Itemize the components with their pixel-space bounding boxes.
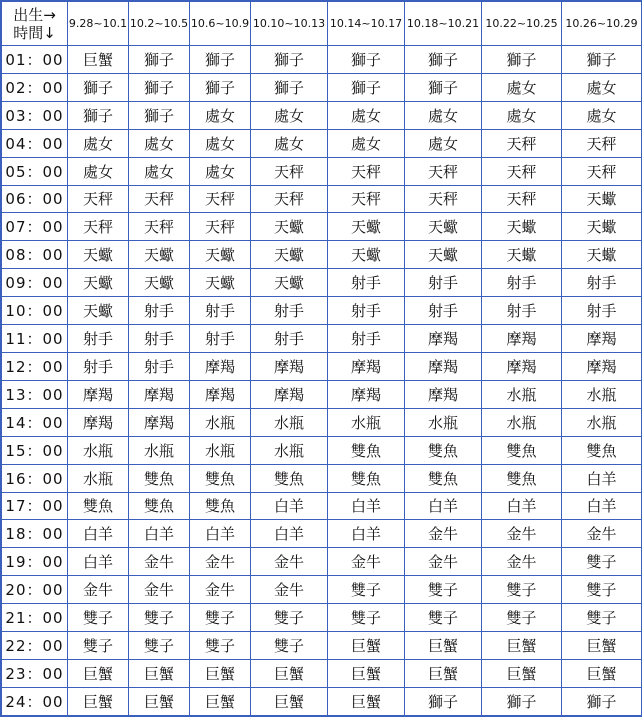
- ascendant-sign-cell: 巨蟹: [68, 659, 129, 687]
- table-row: [2, 73, 642, 101]
- date-range-header: 10.18~10.21: [405, 2, 482, 46]
- ascendant-sign-cell: 巨蟹: [405, 659, 482, 687]
- ascendant-sign-cell: 金牛: [405, 520, 482, 548]
- ascendant-sign-cell: 摩羯: [68, 380, 129, 408]
- birth-time-cell: 23：00: [2, 659, 68, 687]
- ascendant-sign-cell: 處女: [68, 157, 129, 185]
- ascendant-sign-cell: 巨蟹: [129, 687, 190, 715]
- ascendant-sign-cell: 天秤: [482, 129, 562, 157]
- ascendant-sign-cell: 巨蟹: [190, 659, 251, 687]
- ascendant-sign-cell: 天蠍: [68, 241, 129, 269]
- ascendant-sign-cell: 雙子: [328, 576, 405, 604]
- ascendant-sign-cell: 獅子: [129, 46, 190, 74]
- ascendant-sign-cell: 水瓶: [328, 408, 405, 436]
- table-row: [2, 185, 642, 213]
- ascendant-sign-cell: 金牛: [129, 548, 190, 576]
- ascendant-sign-cell: 雙子: [405, 604, 482, 632]
- ascendant-sign-cell: 金牛: [129, 576, 190, 604]
- ascendant-sign-cell: 天蠍: [68, 297, 129, 325]
- ascendant-sign-cell: 射手: [129, 325, 190, 353]
- ascendant-sign-cell: 射手: [190, 297, 251, 325]
- ascendant-sign-cell: 金牛: [482, 520, 562, 548]
- ascendant-sign-cell: 處女: [190, 157, 251, 185]
- ascendant-sign-cell: 摩羯: [190, 352, 251, 380]
- ascendant-sign-cell: 巨蟹: [328, 632, 405, 660]
- ascendant-sign-cell: 巨蟹: [129, 659, 190, 687]
- ascendant-sign-cell: 摩羯: [482, 352, 562, 380]
- ascendant-sign-cell: 天秤: [190, 213, 251, 241]
- ascendant-sign-cell: 水瓶: [482, 408, 562, 436]
- ascendant-sign-cell: 雙魚: [328, 464, 405, 492]
- ascendant-sign-cell: 天秤: [68, 213, 129, 241]
- ascendant-sign-cell: 水瓶: [562, 408, 642, 436]
- table-row: [2, 492, 642, 520]
- ascendant-sign-cell: 摩羯: [562, 325, 642, 353]
- ascendant-sign-cell: 雙子: [562, 576, 642, 604]
- ascendant-sign-cell: 白羊: [129, 520, 190, 548]
- birth-time-cell: 09：00: [2, 269, 68, 297]
- ascendant-sign-cell: 天蠍: [482, 241, 562, 269]
- date-range-header: 10.26~10.29: [562, 2, 642, 46]
- ascendant-sign-cell: 巨蟹: [251, 687, 328, 715]
- ascendant-sign-cell: 處女: [482, 73, 562, 101]
- ascendant-sign-cell: 處女: [190, 129, 251, 157]
- corner-birth-label: 出生→: [13, 5, 56, 24]
- ascendant-sign-cell: 雙子: [129, 604, 190, 632]
- ascendant-sign-cell: 金牛: [190, 548, 251, 576]
- date-range-header: 10.22~10.25: [482, 2, 562, 46]
- ascendant-sign-cell: 射手: [251, 325, 328, 353]
- ascendant-sign-cell: 雙魚: [190, 464, 251, 492]
- ascendant-sign-cell: 摩羯: [405, 380, 482, 408]
- date-range-header: 10.2~10.5: [129, 2, 190, 46]
- date-range-header: 10.10~10.13: [251, 2, 328, 46]
- table-row: [2, 632, 642, 660]
- ascendant-sign-cell: 處女: [405, 129, 482, 157]
- ascendant-sign-cell: 摩羯: [251, 352, 328, 380]
- ascendant-sign-cell: 天秤: [190, 185, 251, 213]
- ascendant-sign-cell: 水瓶: [68, 436, 129, 464]
- ascendant-sign-cell: 水瓶: [562, 380, 642, 408]
- ascendant-sign-cell: 白羊: [251, 520, 328, 548]
- ascendant-sign-cell: 天秤: [68, 185, 129, 213]
- ascendant-sign-cell: 雙子: [562, 548, 642, 576]
- ascendant-sign-cell: 巨蟹: [328, 659, 405, 687]
- birth-time-cell: 04：00: [2, 129, 68, 157]
- ascendant-sign-cell: 巨蟹: [68, 687, 129, 715]
- corner-header: [2, 2, 68, 46]
- ascendant-sign-cell: 摩羯: [405, 352, 482, 380]
- table-row: [2, 548, 642, 576]
- ascendant-sign-cell: 金牛: [328, 548, 405, 576]
- ascendant-sign-cell: 雙魚: [129, 464, 190, 492]
- ascendant-sign-cell: 天秤: [251, 185, 328, 213]
- birth-time-cell: 12：00: [2, 352, 68, 380]
- birth-time-cell: 11：00: [2, 325, 68, 353]
- ascendant-sign-cell: 處女: [129, 129, 190, 157]
- ascendant-sign-cell: 雙子: [68, 604, 129, 632]
- ascendant-sign-cell: 雙子: [68, 632, 129, 660]
- ascendant-sign-cell: 雙魚: [328, 436, 405, 464]
- date-range-header: 10.14~10.17: [328, 2, 405, 46]
- ascendant-sign-cell: 雙子: [328, 604, 405, 632]
- table-row: [2, 604, 642, 632]
- ascendant-sign-cell: 天蠍: [562, 241, 642, 269]
- ascendant-sign-cell: 雙子: [190, 632, 251, 660]
- ascendant-sign-cell: 天秤: [562, 129, 642, 157]
- ascendant-sign-cell: 處女: [190, 101, 251, 129]
- ascendant-sign-cell: 獅子: [251, 46, 328, 74]
- ascendant-sign-cell: 天秤: [405, 185, 482, 213]
- birth-time-cell: 17：00: [2, 492, 68, 520]
- ascendant-sign-cell: 天蠍: [405, 241, 482, 269]
- ascendant-sign-cell: 摩羯: [328, 380, 405, 408]
- ascendant-sign-cell: 雙子: [482, 604, 562, 632]
- birth-time-cell: 08：00: [2, 241, 68, 269]
- table-row: [2, 325, 642, 353]
- ascendant-sign-cell: 金牛: [405, 548, 482, 576]
- ascendant-sign-cell: 水瓶: [405, 408, 482, 436]
- ascendant-sign-cell: 獅子: [405, 73, 482, 101]
- ascendant-sign-cell: 雙魚: [405, 436, 482, 464]
- ascendant-sign-cell: 獅子: [190, 73, 251, 101]
- ascendant-sign-cell: 獅子: [129, 73, 190, 101]
- ascendant-sign-cell: 雙子: [562, 604, 642, 632]
- ascendant-sign-cell: 射手: [482, 297, 562, 325]
- ascendant-sign-cell: 處女: [562, 101, 642, 129]
- ascendant-table: [1, 1, 642, 716]
- ascendant-sign-cell: 射手: [68, 352, 129, 380]
- birth-time-cell: 14：00: [2, 408, 68, 436]
- birth-time-cell: 05：00: [2, 157, 68, 185]
- ascendant-sign-cell: 水瓶: [190, 408, 251, 436]
- ascendant-sign-cell: 天秤: [405, 157, 482, 185]
- ascendant-sign-cell: 射手: [405, 269, 482, 297]
- ascendant-sign-cell: 獅子: [68, 73, 129, 101]
- ascendant-sign-cell: 水瓶: [68, 464, 129, 492]
- ascendant-sign-cell: 獅子: [562, 687, 642, 715]
- birth-time-cell: 22：00: [2, 632, 68, 660]
- table-row: [2, 241, 642, 269]
- ascendant-sign-cell: 獅子: [129, 101, 190, 129]
- table-row: [2, 213, 642, 241]
- ascendant-sign-cell: 天秤: [129, 213, 190, 241]
- ascendant-sign-cell: 天秤: [482, 157, 562, 185]
- ascendant-sign-cell: 摩羯: [68, 408, 129, 436]
- ascendant-sign-cell: 天蠍: [562, 185, 642, 213]
- ascendant-sign-cell: 金牛: [251, 576, 328, 604]
- ascendant-sign-cell: 獅子: [562, 46, 642, 74]
- birth-time-cell: 07：00: [2, 213, 68, 241]
- table-body: [2, 46, 642, 716]
- ascendant-sign-cell: 天蠍: [129, 269, 190, 297]
- ascendant-sign-cell: 射手: [190, 325, 251, 353]
- date-range-header: 10.6~10.9: [190, 2, 251, 46]
- ascendant-sign-cell: 白羊: [251, 492, 328, 520]
- ascendant-sign-cell: 巨蟹: [190, 687, 251, 715]
- table-row: [2, 101, 642, 129]
- ascendant-sign-cell: 處女: [251, 129, 328, 157]
- ascendant-sign-cell: 射手: [328, 269, 405, 297]
- ascendant-sign-cell: 天蠍: [328, 213, 405, 241]
- ascendant-sign-cell: 獅子: [328, 73, 405, 101]
- table-row: [2, 157, 642, 185]
- ascendant-sign-cell: 天蠍: [68, 269, 129, 297]
- table-row: [2, 380, 642, 408]
- ascendant-sign-cell: 摩羯: [328, 352, 405, 380]
- ascendant-sign-cell: 處女: [129, 157, 190, 185]
- ascendant-sign-cell: 天秤: [251, 157, 328, 185]
- table-row: [2, 46, 642, 74]
- ascendant-sign-cell: 射手: [129, 297, 190, 325]
- ascendant-sign-cell: 射手: [328, 325, 405, 353]
- ascendant-sign-cell: 金牛: [251, 548, 328, 576]
- ascendant-sign-cell: 獅子: [328, 46, 405, 74]
- header-row: [2, 2, 642, 46]
- birth-time-cell: 24：00: [2, 687, 68, 715]
- ascendant-sign-cell: 天秤: [328, 157, 405, 185]
- ascendant-sign-cell: 天蠍: [405, 213, 482, 241]
- ascendant-sign-cell: 摩羯: [190, 380, 251, 408]
- ascendant-sign-cell: 天蠍: [251, 241, 328, 269]
- ascendant-sign-cell: 處女: [328, 129, 405, 157]
- ascendant-sign-cell: 處女: [562, 73, 642, 101]
- ascendant-sign-cell: 雙子: [129, 632, 190, 660]
- ascendant-sign-cell: 巨蟹: [482, 659, 562, 687]
- ascendant-sign-cell: 雙子: [251, 632, 328, 660]
- ascendant-sign-cell: 雙魚: [562, 436, 642, 464]
- table-row: [2, 464, 642, 492]
- ascendant-sign-cell: 雙魚: [190, 492, 251, 520]
- ascendant-sign-cell: 雙魚: [68, 492, 129, 520]
- ascendant-sign-cell: 獅子: [482, 687, 562, 715]
- ascendant-sign-cell: 獅子: [405, 687, 482, 715]
- ascendant-sign-cell: 摩羯: [251, 380, 328, 408]
- corner-time-label: 時間↓: [13, 23, 56, 42]
- table-row: [2, 659, 642, 687]
- ascendant-sign-cell: 水瓶: [190, 436, 251, 464]
- ascendant-sign-cell: 巨蟹: [482, 632, 562, 660]
- ascendant-sign-cell: 射手: [129, 352, 190, 380]
- ascendant-sign-cell: 天蠍: [129, 241, 190, 269]
- ascendant-sign-cell: 獅子: [251, 73, 328, 101]
- ascendant-sign-cell: 水瓶: [251, 436, 328, 464]
- ascendant-sign-cell: 雙子: [405, 576, 482, 604]
- birth-time-cell: 18：00: [2, 520, 68, 548]
- ascendant-sign-cell: 摩羯: [482, 325, 562, 353]
- birth-time-cell: 06：00: [2, 185, 68, 213]
- ascendant-sign-cell: 白羊: [68, 520, 129, 548]
- table-row: [2, 520, 642, 548]
- ascendant-sign-cell: 獅子: [190, 46, 251, 74]
- ascendant-sign-cell: 天秤: [129, 185, 190, 213]
- ascendant-sign-cell: 天秤: [562, 157, 642, 185]
- table-row: [2, 408, 642, 436]
- ascendant-sign-cell: 射手: [562, 269, 642, 297]
- ascendant-sign-cell: 金牛: [68, 576, 129, 604]
- ascendant-sign-cell: 獅子: [405, 46, 482, 74]
- table-row: [2, 352, 642, 380]
- ascendant-sign-cell: 獅子: [482, 46, 562, 74]
- table-row: [2, 576, 642, 604]
- ascendant-sign-cell: 巨蟹: [562, 659, 642, 687]
- ascendant-sign-cell: 金牛: [562, 520, 642, 548]
- ascendant-sign-cell: 巨蟹: [68, 46, 129, 74]
- ascendant-sign-cell: 獅子: [68, 101, 129, 129]
- birth-time-cell: 21：00: [2, 604, 68, 632]
- birth-time-cell: 16：00: [2, 464, 68, 492]
- ascendant-sign-cell: 射手: [562, 297, 642, 325]
- ascendant-sign-cell: 白羊: [68, 548, 129, 576]
- ascendant-sign-cell: 天蠍: [251, 269, 328, 297]
- ascendant-sign-cell: 摩羯: [129, 380, 190, 408]
- ascendant-sign-cell: 摩羯: [129, 408, 190, 436]
- ascendant-sign-cell: 雙子: [190, 604, 251, 632]
- ascendant-sign-cell: 巨蟹: [251, 659, 328, 687]
- ascendant-sign-cell: 巨蟹: [562, 632, 642, 660]
- ascendant-sign-cell: 處女: [405, 101, 482, 129]
- ascendant-sign-cell: 白羊: [190, 520, 251, 548]
- ascendant-sign-cell: 處女: [482, 101, 562, 129]
- ascendant-sign-cell: 天蠍: [482, 213, 562, 241]
- ascendant-sign-cell: 射手: [482, 269, 562, 297]
- ascendant-sign-cell: 天秤: [482, 185, 562, 213]
- table-row: [2, 687, 642, 715]
- ascendant-sign-cell: 處女: [251, 101, 328, 129]
- birth-time-cell: 13：00: [2, 380, 68, 408]
- ascendant-sign-cell: 射手: [68, 325, 129, 353]
- ascendant-sign-cell: 射手: [405, 297, 482, 325]
- ascendant-sign-cell: 雙魚: [251, 464, 328, 492]
- ascendant-sign-cell: 雙魚: [482, 436, 562, 464]
- ascendant-sign-cell: 天蠍: [328, 241, 405, 269]
- ascendant-sign-cell: 雙子: [251, 604, 328, 632]
- ascendant-sign-cell: 巨蟹: [405, 632, 482, 660]
- date-range-header: 9.28~10.1: [68, 2, 129, 46]
- birth-time-cell: 03：00: [2, 101, 68, 129]
- ascendant-sign-cell: 天蠍: [190, 241, 251, 269]
- ascendant-sign-cell: 白羊: [482, 492, 562, 520]
- ascendant-sign-cell: 摩羯: [562, 352, 642, 380]
- table-row: [2, 129, 642, 157]
- ascendant-sign-cell: 金牛: [190, 576, 251, 604]
- ascendant-sign-cell: 處女: [68, 129, 129, 157]
- ascendant-sign-cell: 白羊: [562, 464, 642, 492]
- birth-time-cell: 01：00: [2, 46, 68, 74]
- ascendant-sign-cell: 白羊: [405, 492, 482, 520]
- birth-time-cell: 10：00: [2, 297, 68, 325]
- ascendant-sign-cell: 白羊: [328, 520, 405, 548]
- ascendant-sign-cell: 雙子: [482, 576, 562, 604]
- ascendant-sign-cell: 水瓶: [129, 436, 190, 464]
- ascendant-sign-cell: 巨蟹: [328, 687, 405, 715]
- birth-time-cell: 20：00: [2, 576, 68, 604]
- ascendant-sign-cell: 射手: [328, 297, 405, 325]
- ascendant-sign-cell: 水瓶: [251, 408, 328, 436]
- ascendant-sign-cell: 天蠍: [251, 213, 328, 241]
- ascendant-sign-cell: 射手: [251, 297, 328, 325]
- ascendant-sign-cell: 處女: [328, 101, 405, 129]
- birth-time-cell: 02：00: [2, 73, 68, 101]
- ascendant-sign-cell: 天秤: [328, 185, 405, 213]
- ascendant-sign-cell: 金牛: [482, 548, 562, 576]
- ascendant-sign-cell: 雙魚: [405, 464, 482, 492]
- table-row: [2, 297, 642, 325]
- ascendant-sign-cell: 水瓶: [482, 380, 562, 408]
- ascendant-sign-cell: 白羊: [562, 492, 642, 520]
- table-row: [2, 269, 642, 297]
- ascendant-sign-cell: 天蠍: [190, 269, 251, 297]
- ascendant-sign-cell: 白羊: [328, 492, 405, 520]
- ascendant-sign-cell: 天蠍: [562, 213, 642, 241]
- ascendant-sign-cell: 雙魚: [129, 492, 190, 520]
- ascendant-sign-cell: 雙魚: [482, 464, 562, 492]
- birth-time-cell: 19：00: [2, 548, 68, 576]
- birth-time-cell: 15：00: [2, 436, 68, 464]
- table-row: [2, 436, 642, 464]
- ascendant-sign-cell: 摩羯: [405, 325, 482, 353]
